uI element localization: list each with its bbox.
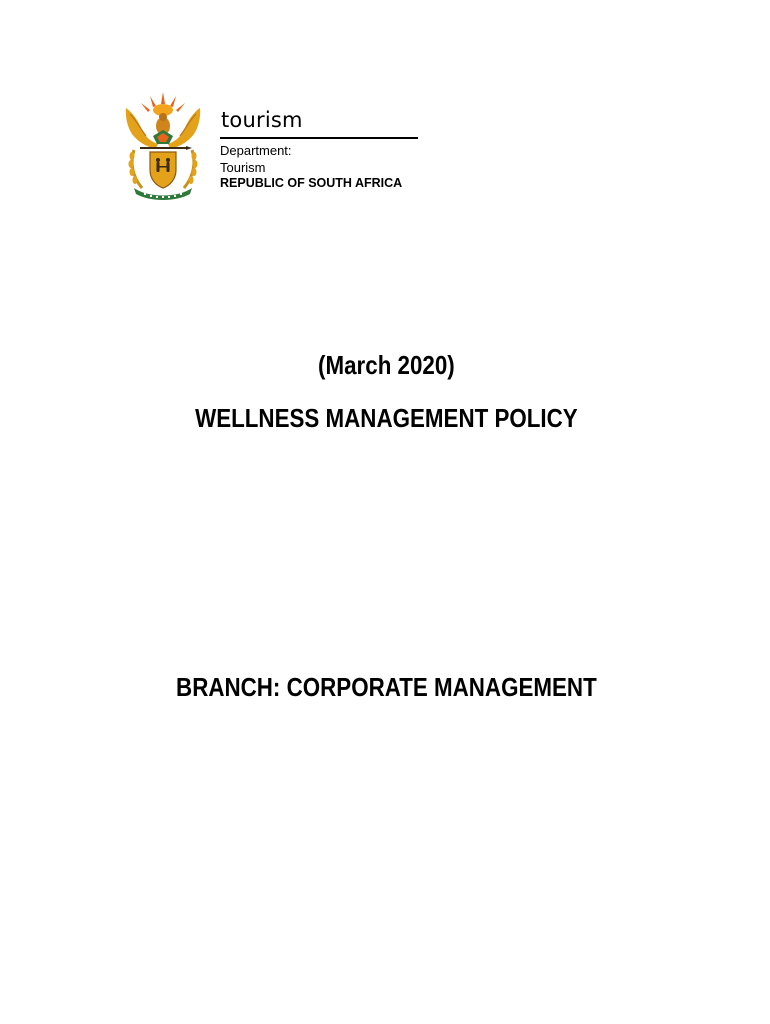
document-date: (March 2020) <box>318 350 455 380</box>
department-name: Tourism <box>220 160 266 175</box>
logo-wordmark: tourism <box>221 108 303 132</box>
country-name: REPUBLIC OF SOUTH AFRICA <box>220 176 403 190</box>
south-africa-coat-of-arms-icon <box>120 90 206 200</box>
logo-text-block <box>220 108 420 191</box>
document-title: WELLNESS MANAGEMENT POLICY <box>195 403 578 433</box>
logo-divider <box>220 137 418 139</box>
branch-name: BRANCH: CORPORATE MANAGEMENT <box>176 672 597 702</box>
department-logo <box>120 90 430 202</box>
department-label: Department: <box>220 143 292 158</box>
